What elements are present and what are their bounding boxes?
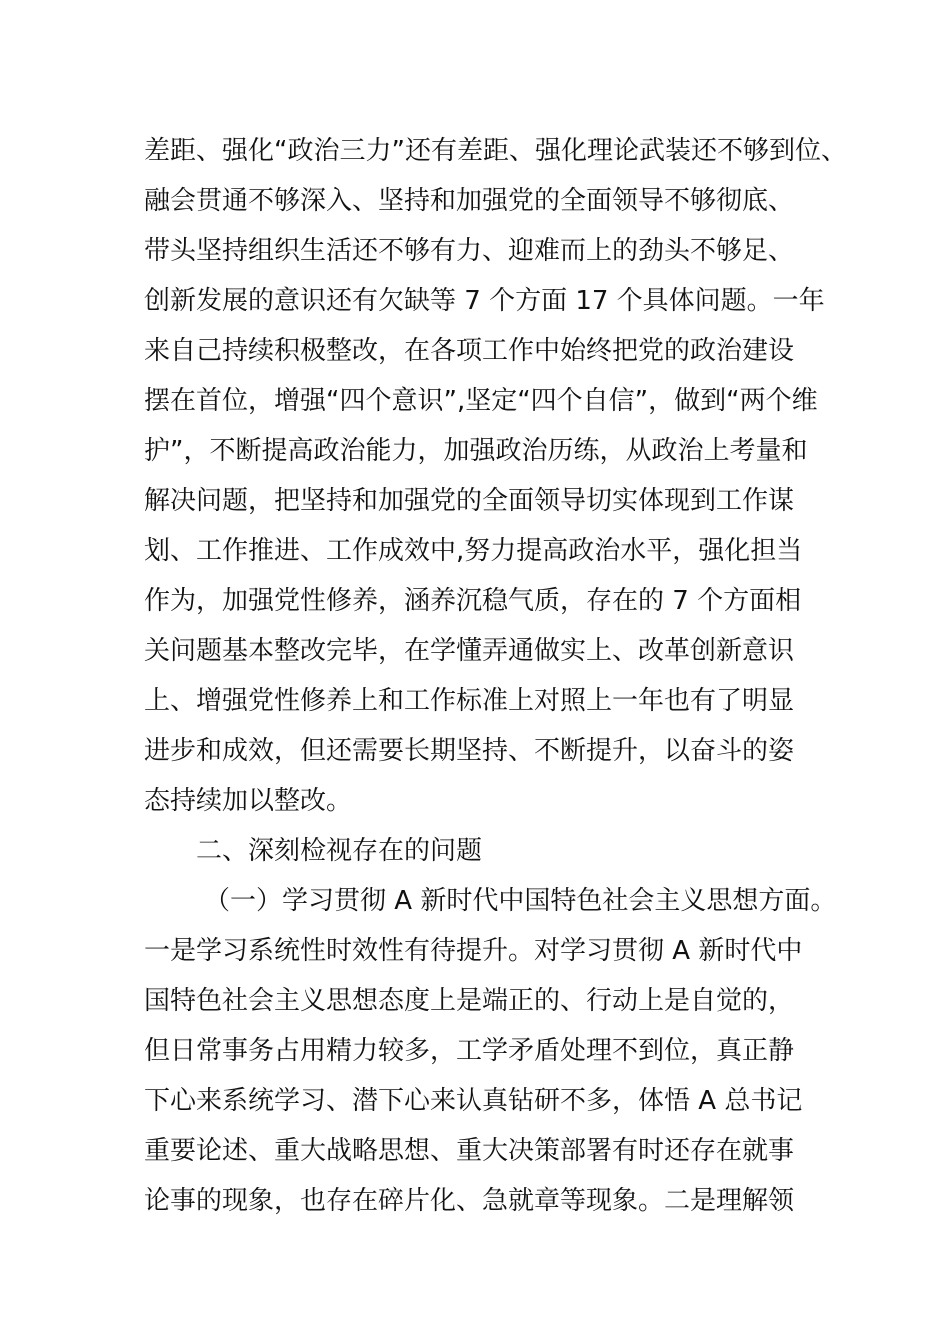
document-body bbox=[144, 126, 847, 1226]
text-line: 下心来系统学习、潜下心来认真钻研不多，体悟 A 总书记 bbox=[144, 1086, 803, 1116]
text-line: 带头坚持组织生活还不够有力、迎难而上的劲头不够足、 bbox=[144, 236, 795, 266]
text-line: 重要论述、重大战略思想、重大决策部署有时还存在就事 bbox=[144, 1136, 795, 1166]
text-line: 态持续加以整改。 bbox=[144, 786, 353, 816]
text-line: 融会贯通不够深入、坚持和加强党的全面领导不够彻底、 bbox=[144, 186, 795, 216]
text-line: 上、增强党性修养上和工作标准上对照上一年也有了明显 bbox=[144, 686, 795, 716]
text-line: 但日常事务占用精力较多，工学矛盾处理不到位，真正静 bbox=[144, 1036, 795, 1066]
text-line: 进步和成效，但还需要长期坚持、不断提升，以奋斗的姿 bbox=[144, 736, 795, 766]
text-line: 划、工作推进、工作成效中,努力提高政治水平，强化担当 bbox=[144, 536, 803, 566]
text-line: 关问题基本整改完毕，在学懂弄通做实上、改革创新意识 bbox=[144, 636, 795, 666]
subsection-heading: （一）学习贯彻 A 新时代中国特色社会主义思想方面。 bbox=[204, 886, 837, 916]
text-line: 国特色社会主义思想态度上是端正的、行动上是自觉的， bbox=[144, 986, 795, 1016]
text-line: 一是学习系统性时效性有待提升。对学习贯彻 A 新时代中 bbox=[144, 936, 803, 966]
text-line: 摆在首位，增强“四个意识”,坚定“四个自信”，做到“两个维 bbox=[144, 386, 818, 416]
text-line: 创新发展的意识还有欠缺等 7 个方面 17 个具体问题。一年 bbox=[144, 286, 825, 316]
text-line: 论事的现象，也存在碎片化、急就章等现象。二是理解领 bbox=[144, 1186, 795, 1216]
text-line: 护”，不断提高政治能力，加强政治历练，从政治上考量和 bbox=[144, 436, 808, 466]
section-heading: 二、深刻检视存在的问题 bbox=[196, 836, 483, 866]
text-line: 解决问题，把坚持和加强党的全面领导切实体现到工作谋 bbox=[144, 486, 795, 516]
text-line: 来自己持续积极整改，在各项工作中始终把党的政治建设 bbox=[144, 336, 795, 366]
text-line: 差距、强化“政治三力”还有差距、强化理论武装还不够到位、 bbox=[144, 136, 847, 166]
text-line: 作为，加强党性修养，涵养沉稳气质，存在的 7 个方面相 bbox=[144, 586, 802, 616]
